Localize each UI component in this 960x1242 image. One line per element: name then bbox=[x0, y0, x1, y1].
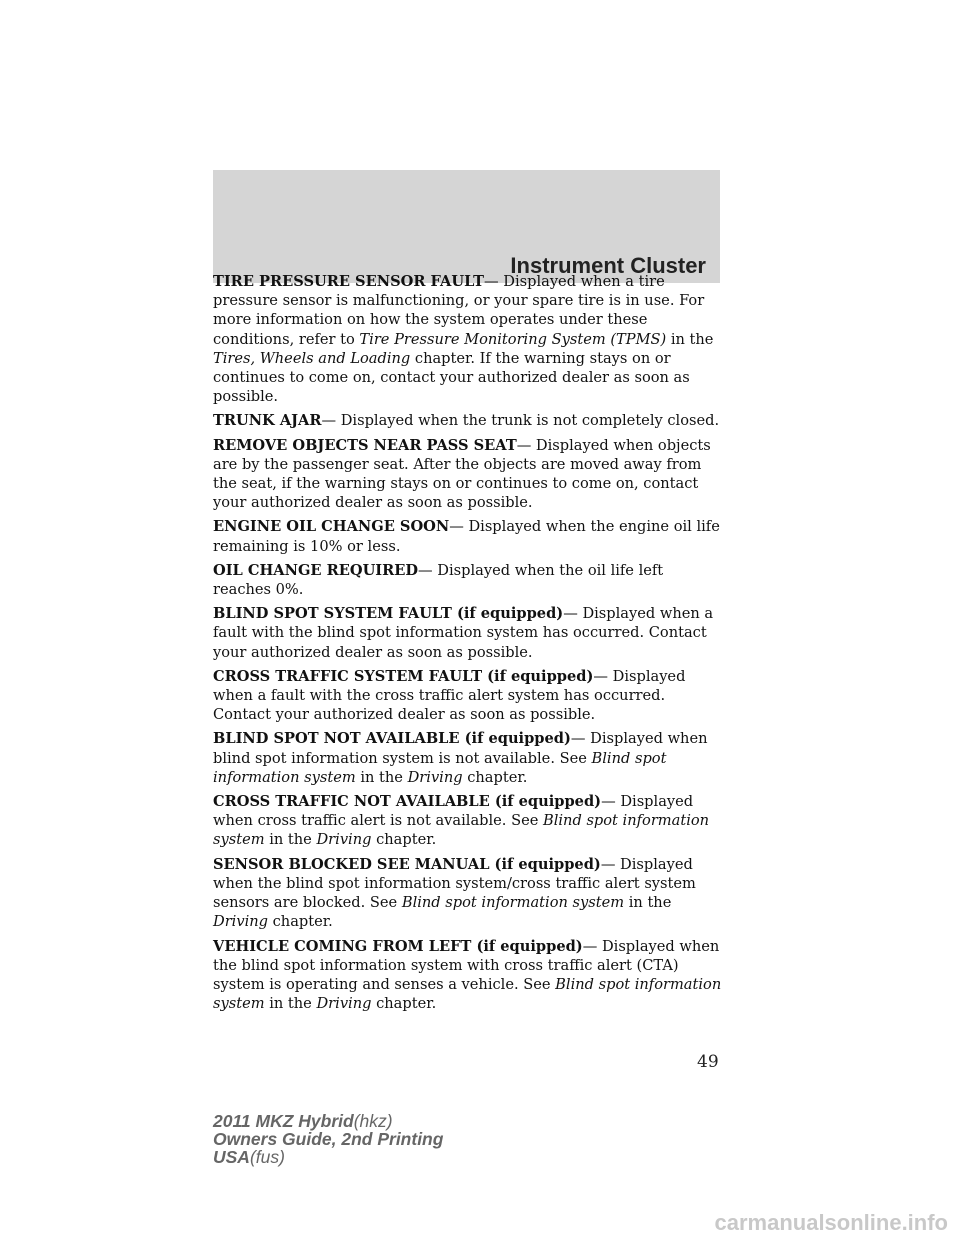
cross-reference: Tire Pressure Monitoring System (TPMS) bbox=[359, 330, 667, 348]
chapter-reference: Driving bbox=[213, 913, 268, 931]
cross-reference: Blind spot information system bbox=[401, 894, 625, 912]
entry-engine-oil-change-soon: ENGINE OIL CHANGE SOON— Displayed when the engine oil life remaining is 10% or less. bbox=[213, 518, 720, 555]
entry-blind-spot-not-available: BLIND SPOT NOT AVAILABLE (if equipped)— Displayed when blind spot information system is not available. See Blind spot information system in the Driving chapter. bbox=[213, 730, 708, 786]
chapter-reference: Driving bbox=[316, 995, 372, 1013]
entry-term: BLIND SPOT SYSTEM FAULT (if equipped) bbox=[213, 605, 564, 623]
entry-oil-change-required: OIL CHANGE REQUIRED— Displayed when the oil life left reaches 0%. bbox=[213, 561, 664, 599]
footer-line-model: 2011 MKZ Hybrid(hkz) bbox=[213, 1111, 393, 1131]
entry-term: ENGINE OIL CHANGE SOON bbox=[213, 518, 450, 536]
entry-vehicle-coming-from-left: VEHICLE COMING FROM LEFT (if equipped)— Displayed when the blind spot information system with cross traffic alert (CTA) system is operating and senses a vehicle. See Blind spot information system in the Driving chapter. bbox=[213, 937, 722, 1013]
chapter-reference: Driving bbox=[316, 831, 372, 849]
chapter-reference: Driving bbox=[407, 768, 463, 786]
document-footer bbox=[213, 1112, 443, 1166]
entry-term: BLIND SPOT NOT AVAILABLE (if equipped) bbox=[213, 730, 571, 748]
cross-reference: Blind spot information system bbox=[213, 749, 667, 786]
entry-term: CROSS TRAFFIC SYSTEM FAULT (if equipped) bbox=[213, 667, 594, 685]
entry-term: CROSS TRAFFIC NOT AVAILABLE (if equipped) bbox=[213, 793, 602, 811]
page-number: 49 bbox=[697, 1052, 719, 1072]
cross-reference: Blind spot information system bbox=[213, 975, 722, 1013]
entry-cross-traffic-system-fault: CROSS TRAFFIC SYSTEM FAULT (if equipped)— Displayed when a fault with the cross traffic alert system has occurred. Contact your authorized dealer as soon as possible. bbox=[213, 667, 686, 724]
entry-trunk-ajar: TRUNK AJAR— Displayed when the trunk is not completely closed. bbox=[213, 412, 720, 430]
footer-line-market: USA(fus) bbox=[213, 1147, 285, 1167]
entry-remove-objects-near-pass-seat: REMOVE OBJECTS NEAR PASS SEAT— Displayed when objects are by the passenger seat. After the objects are moved away from the seat, if the warning stays on or continues to come on, contact your authorized dealer as soon as possible. bbox=[213, 436, 711, 512]
chapter-header-band bbox=[213, 170, 720, 283]
entry-term: OIL CHANGE REQUIRED bbox=[213, 561, 419, 579]
entry-sensor-blocked-see-manual: SENSOR BLOCKED SEE MANUAL (if equipped)— Displayed when the blind spot information system/cross traffic alert system sensors are blocked. See Blind spot information system in the Driving chapter. bbox=[213, 855, 696, 931]
entry-blind-spot-system-fault: BLIND SPOT SYSTEM FAULT (if equipped)— Displayed when a fault with the blind spot information system has occurred. Contact your authorized dealer as soon as possible. bbox=[213, 605, 714, 661]
entry-term: SENSOR BLOCKED SEE MANUAL (if equipped) bbox=[213, 855, 601, 873]
cross-reference: Blind spot information system bbox=[213, 812, 710, 849]
entry-cross-traffic-not-available: CROSS TRAFFIC NOT AVAILABLE (if equipped)— Displayed when cross traffic alert is not available. See Blind spot information system in the Driving chapter. bbox=[213, 793, 710, 849]
entry-tire-pressure-sensor-fault: TIRE PRESSURE SENSOR FAULT— Displayed when a tire pressure sensor is malfunctioning, or your spare tire is in use. For more information on how the system operates under these conditions, refer to Tire Pressure Monitoring System (TPMS) in the Tires, Wheels and Loading chapter. If the warning stays on or continues to come on, contact your authorized dealer as soon as possible. bbox=[213, 273, 714, 406]
entry-term: REMOVE OBJECTS NEAR PASS SEAT bbox=[213, 436, 517, 454]
chapter-reference: Tires, Wheels and Loading bbox=[213, 349, 411, 367]
entry-term: TIRE PRESSURE SENSOR FAULT bbox=[213, 273, 485, 290]
site-watermark: carmanualsonline.info bbox=[714, 1210, 948, 1235]
chapter-title: Instrument Cluster bbox=[510, 253, 706, 278]
footer-line-guide: Owners Guide, 2nd Printing bbox=[213, 1129, 444, 1149]
entry-term: VEHICLE COMING FROM LEFT (if equipped) bbox=[213, 937, 583, 955]
entry-term: TRUNK AJAR bbox=[213, 412, 322, 430]
message-list bbox=[213, 272, 723, 1018]
